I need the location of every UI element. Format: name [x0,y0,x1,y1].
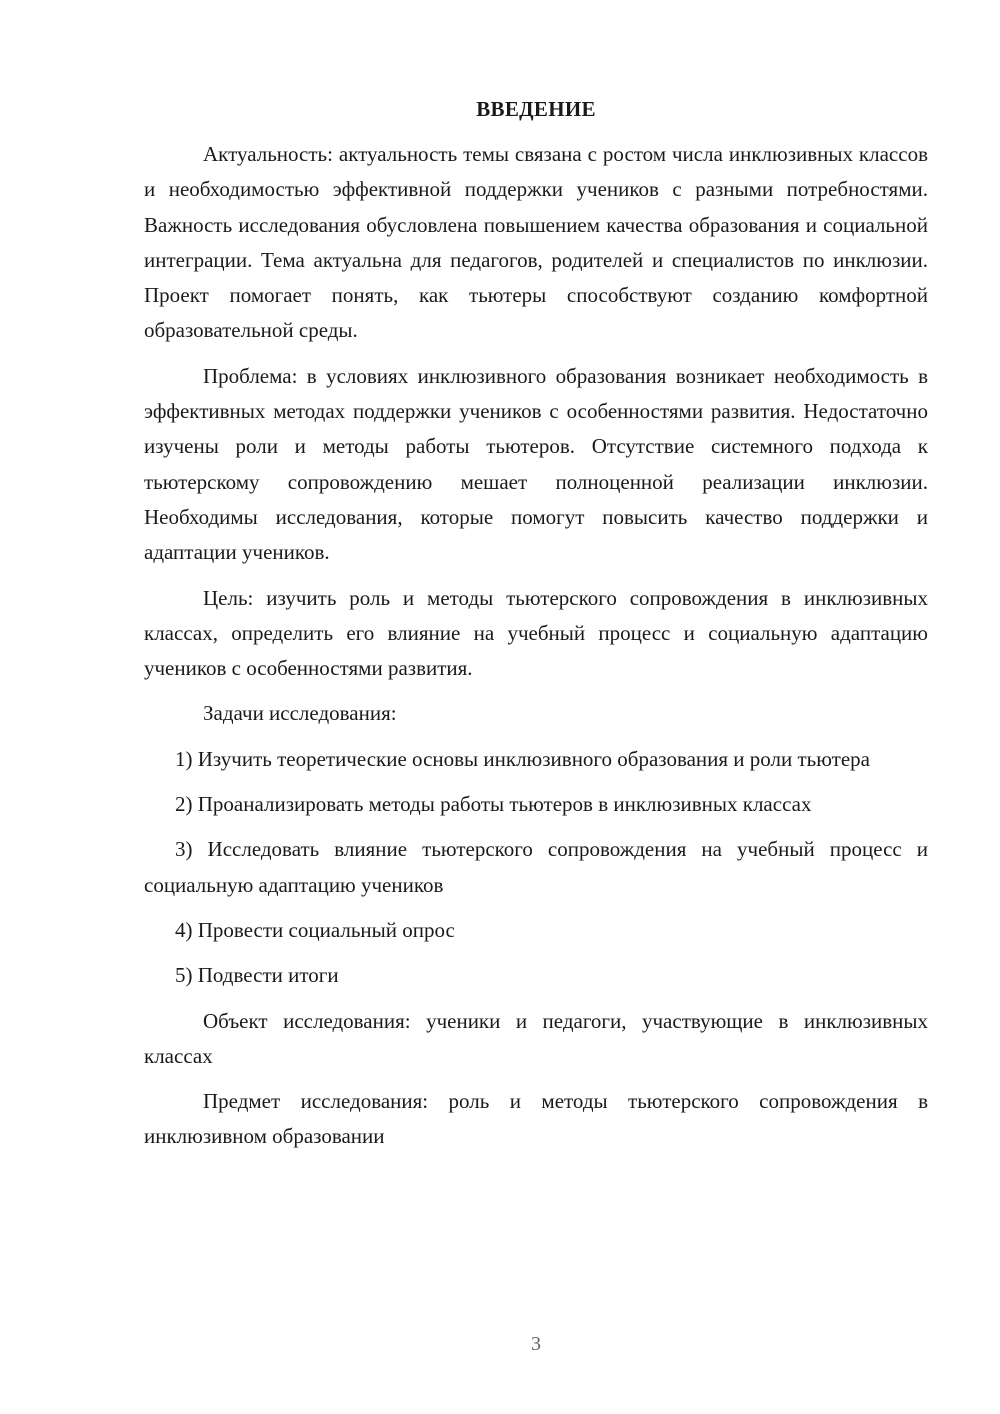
task-item: 1) Изучить теоретические основы инклюзивного образования и роли тьютера [175,746,870,771]
task-item: 4) Провести социальный опрос [175,917,455,942]
subject-paragraph: Предмет исследования: роль и методы тьютерского сопровождения в инклюзивном образовании [144,1089,928,1149]
page-number: 3 [531,1333,541,1355]
page-content [144,92,928,1165]
task-item: 5) Подвести итоги [175,963,339,988]
goal-paragraph: Цель: изучить роль и методы тьютерского сопровождения в инклюзивных классах, определить его влияние на учебный процесс и социальную адаптацию учеников с особенностями развития. [144,585,928,681]
object-paragraph: Объект исследования: ученики и педагоги, участвующие в инклюзивных классах [144,1008,928,1068]
problem-paragraph: Проблема: в условиях инклюзивного образования возникает необходимость в эффективных методах поддержки учеников с особенностями развития. Недостаточно изучены роли и методы работы тьютеров. Отсутствие системного подхода к тьютерскому сопровождению мешает полноценной реализации инклюзии. Необходимы исследования, которые помогут повысить качество поддержки и адаптации учеников. [144,363,928,565]
page-title: ВВЕДЕНИЕ [476,97,596,121]
tasks-heading: Задачи исследования: [203,701,397,726]
task-item: 3) Исследовать влияние тьютерского сопровождения на учебный процесс и социальную адаптацию учеников [144,837,928,897]
relevance-paragraph: Актуальность: актуальность темы связана с ростом числа инклюзивных классов и необходимостью эффективной поддержки учеников с разными потребностями. Важность исследования обусловлена повышением качества образования и социальной интеграции. Тема актуальна для педагогов, родителей и специалистов по инклюзии. Проект помогает понять, как тьютеры способствуют созданию комфортной образовательной среды. [144,142,928,343]
task-item: 2) Проанализировать методы работы тьютеров в инклюзивных классах [175,792,812,817]
